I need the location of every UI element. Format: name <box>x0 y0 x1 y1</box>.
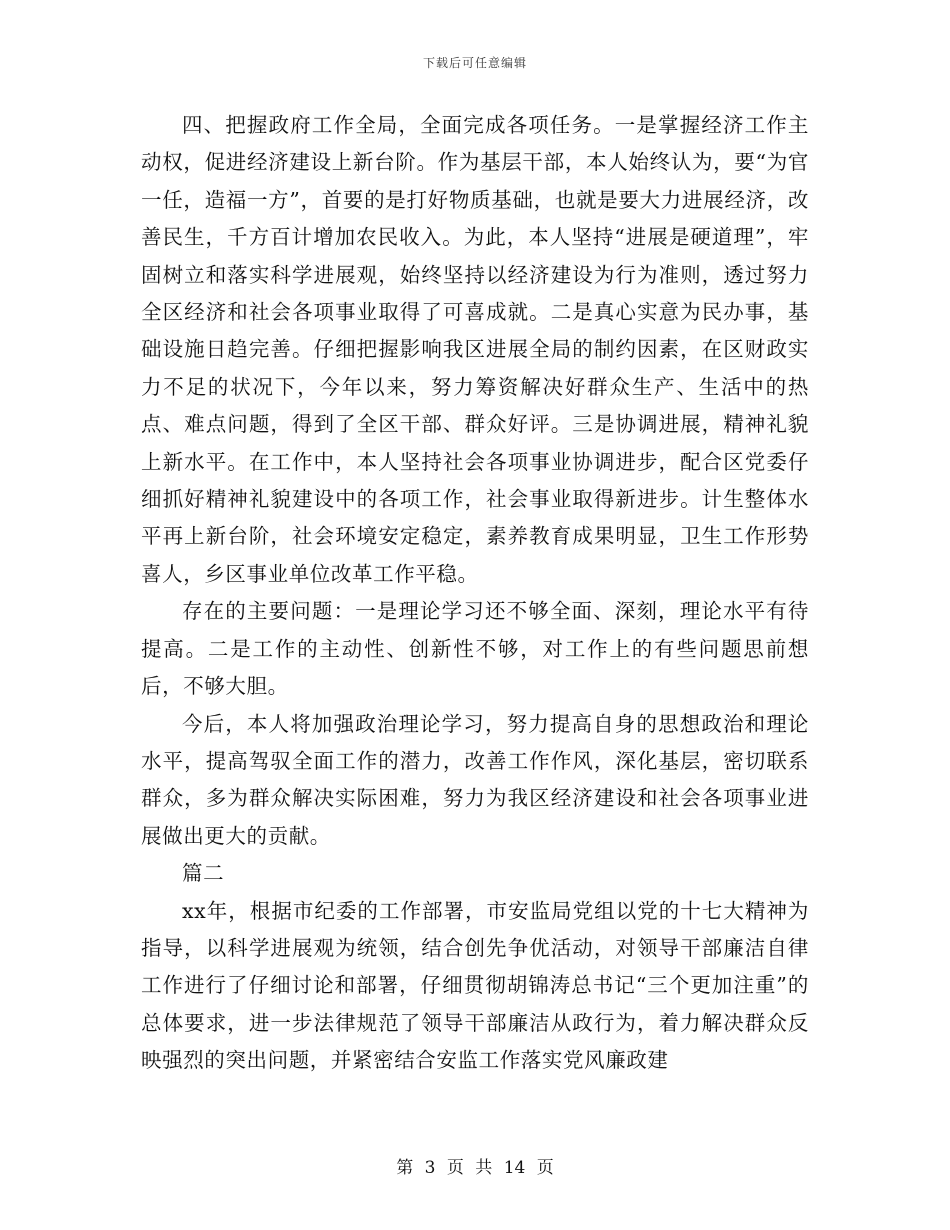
document-body <box>141 107 809 1080</box>
paragraph: 存在的主要问题：一是理论学习还不够全面、深刻，理论水平有待提高。二是工作的主动性、创新性不够，对工作上的有些问题思前想后，不够大胆。 <box>141 599 809 699</box>
header-note: 下载后可任意编辑 <box>422 56 527 70</box>
paragraph: 今后，本人将加强政治理论学习，努力提高自身的思想政治和理论水平，提高驾驭全面工作的潜力，改善工作作风，深化基层，密切联系群众，多为群众解决实际困难，努力为我区经济建设和社会各项事业进展做出更大的贡献。 <box>141 711 809 848</box>
paragraph: 四、把握政府工作全局，全面完成各项任务。一是掌握经济工作主动权，促进经济建设上新台阶。作为基层干部，本人始终认为，要“为官一任，造福一方”，首要的是打好物质基础，也就是要大力进展经济，改善民生，千方百计增加农民收入。为此，本人坚持“进展是硬道理”，牢固树立和落实科学进展观，始终坚持以经济建设为行为准则，透过努力全区经济和社会各项事业取得了可喜成就。二是真心实意为民办事，基础设施日趋完善。仔细把握影响我区进展全局的制约因素，在区财政实力不足的状况下，今年以来，努力筹资解决好群众生产、生活中的热点、难点问题，得到了全区干部、群众好评。三是协调进展，精神礼貌上新水平。在工作中，本人坚持社会各项事业协调进步，配合区党委仔细抓好精神礼貌建设中的各项工作，社会事业取得新进步。计生整体水平再上新台阶，社会环境安定稳定，素养教育成果明显，卫生工作形势喜人，乡区事业单位改革工作平稳。 <box>141 113 809 586</box>
section-heading: 篇二 <box>182 861 225 886</box>
page-number: 第 3 页 共 14 页 <box>396 1158 554 1178</box>
paragraph: xx年，根据市纪委的工作部署，市安监局党组以党的十七大精神为指导，以科学进展观为统领，结合创先争优活动，对领导干部廉洁自律工作进行了仔细讨论和部署，仔细贯彻胡锦涛总书记“三个更加注重”的总体要求，进一步法律规范了领导干部廉洁从政行为，着力解决群众反映强烈的突出问题，并紧密结合安监工作落实党风廉政建 <box>141 898 809 1073</box>
